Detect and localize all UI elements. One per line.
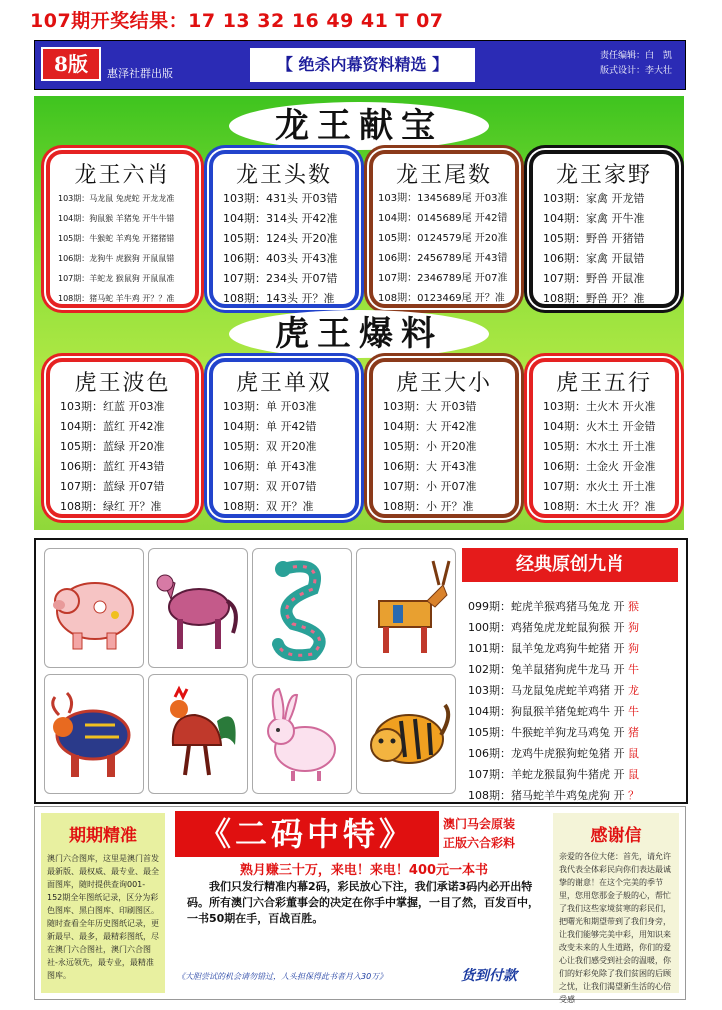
- card-row: 104期：狗鼠猴 羊猪兔 开牛牛错: [58, 214, 175, 223]
- center-body: 我们只发行精准内幕2码，彩民放心下注，我们承诺3码内必开出特码。所有澳门六合彩董事会的决定在你手中掌握，一目了然，百发百中，一书50期在手，百战百胜。: [187, 880, 539, 925]
- card-row: 107期：234头 开07错: [223, 272, 338, 285]
- card-row: 104期：火木土 开金错: [543, 420, 656, 433]
- left-text: 澳门六合图库，这里是澳门首发最新版、最权威、最专业、最全面图库，随时提供查询001-152期全年图纸记录，区分为彩色图库、黑白图库、印刷图区。随时查看全年历史图纸记录，更新最早、最多，最精彩图纸，尽在澳门六合图社，澳门六合图社-永远领先，最专业，最精准图库。: [47, 854, 159, 980]
- card-row: 104期：单 开42错: [223, 420, 317, 433]
- list-item: 101期：鼠羊兔龙鸡狗牛蛇猪 开 狗: [468, 642, 639, 655]
- goat-icon: [356, 548, 456, 668]
- list-item: 100期：鸡猪兔虎龙蛇鼠狗猴 开 狗: [468, 621, 639, 634]
- card-row: 104期：大 开42准: [383, 420, 477, 433]
- card-longwang-jiaye: [529, 150, 679, 308]
- bottom-panel: [34, 806, 686, 1004]
- card-row: 105期：野兽 开猪错: [543, 232, 645, 245]
- card-row: 103期：土火木 开火准: [543, 400, 656, 413]
- list-item: 104期：狗鼠猴羊猪兔蛇鸡牛 开 牛: [468, 705, 639, 718]
- card-row: 107期：双 开07错: [223, 480, 317, 493]
- card-title: 龙王尾数: [395, 163, 492, 188]
- left-box: [41, 813, 165, 993]
- card-row: 107期：2346789尾 开07准: [378, 273, 508, 284]
- card-row: 106期：403头 开43准: [223, 252, 338, 265]
- tiger-icon: [356, 674, 456, 794]
- card-row: 105期：牛猴蛇 羊鸡兔 开猪猪错: [58, 234, 175, 243]
- ox-icon: [44, 674, 144, 794]
- editor-label: 责任编辑：白 凯: [600, 51, 673, 61]
- header-bar: [34, 40, 686, 90]
- card-row: 105期：木水土 开土准: [543, 440, 656, 453]
- card-longwang-liuxiao: [46, 150, 199, 308]
- center-side-line1: 澳门马会原装: [443, 817, 516, 831]
- list-item: 106期：龙鸡牛虎猴狗蛇兔猪 开 鼠: [468, 747, 639, 760]
- card-row: 105期：蓝绿 开20准: [60, 440, 165, 453]
- card-row: 105期：双 开20准: [223, 440, 317, 453]
- rooster-icon: [148, 674, 248, 794]
- horse-icon: [148, 548, 248, 668]
- card-huwang-bose: [46, 358, 199, 518]
- card-row: 108期：猪马蛇 羊牛鸡 开？？准: [58, 294, 175, 303]
- center-box: [171, 809, 549, 995]
- card-row: 104期：家禽 开牛准: [543, 212, 645, 225]
- slogan: 熟月赚三十万，来电！来电！400元一本书: [239, 863, 489, 878]
- left-title: 期期精准: [69, 826, 137, 846]
- card-huwang-daxiao: [369, 358, 519, 518]
- list-item: 108期：猪马蛇羊牛鸡兔虎狗 开 ？: [468, 789, 639, 802]
- list-item: 103期：马龙鼠兔虎蛇羊鸡猪 开 龙: [468, 684, 639, 697]
- card-row: 107期：小 开07准: [383, 480, 477, 493]
- card-row: 108期：野兽 开？准: [543, 292, 645, 305]
- card-row: 105期：0124579尾 开20准: [378, 233, 508, 244]
- draw-result-line: 107期开奖结果：17 13 32 16 49 41 T 07: [30, 10, 444, 32]
- nine-zodiac-title: 经典原创九肖: [462, 548, 678, 582]
- pig-icon: [44, 548, 144, 668]
- card-longwang-weishu: [369, 150, 519, 308]
- card-title: 虎王波色: [74, 371, 171, 396]
- center-side-line2: 正版六合彩料: [443, 836, 516, 850]
- card-row: 108期：绿红 开？准: [60, 500, 162, 513]
- card-row: 106期：2456789尾 开43错: [378, 253, 508, 264]
- zodiac-panel: [34, 538, 688, 804]
- card-row: 103期：大 开03错: [383, 400, 477, 413]
- card-huwang-wuxing: [529, 358, 679, 518]
- designer-label: 版式设计：李大壮: [600, 66, 673, 76]
- card-row: 106期：家禽 开鼠错: [543, 252, 645, 265]
- card-row: 106期：单 开43准: [223, 460, 317, 473]
- nine-zodiac-list: [468, 596, 682, 806]
- card-row: 104期：蓝红 开42准: [60, 420, 165, 433]
- card-row: 103期：马龙鼠 兔虎蛇 开龙龙准: [58, 194, 175, 203]
- list-item: 099期：蛇虎羊猴鸡猪马兔龙 开 猴: [468, 600, 639, 613]
- card-row: 107期：蓝绿 开07错: [60, 480, 165, 493]
- card-row: 107期：羊蛇龙 猴鼠狗 开鼠鼠准: [58, 274, 175, 283]
- cod-label: 货到付款: [461, 968, 517, 984]
- card-row: 104期：314头 开42准: [223, 212, 338, 225]
- snake-icon: [252, 548, 352, 668]
- card-row: 107期：水火土 开土准: [543, 480, 656, 493]
- right-title: 感谢信: [590, 826, 642, 846]
- card-row: 108期：双 开？准: [223, 500, 314, 513]
- card-row: 108期：143头 开？准: [223, 292, 335, 305]
- card-title: 虎王单双: [235, 371, 332, 396]
- card-longwang-toushu: [209, 150, 359, 308]
- card-row: 103期：红蓝 开03准: [60, 400, 165, 413]
- card-row: 103期：431头 开03错: [223, 192, 338, 205]
- card-row: 105期：124头 开20准: [223, 232, 338, 245]
- card-title: 虎王大小: [395, 371, 492, 396]
- list-item: 107期：羊蛇龙猴鼠狗牛猪虎 开 鼠: [468, 768, 639, 781]
- card-row: 103期：单 开03准: [223, 400, 317, 413]
- publisher-label: 惠泽社群出版: [107, 67, 173, 80]
- page-title: 【 绝杀内幕资料精选 】: [250, 48, 475, 82]
- credits: [600, 49, 672, 79]
- card-row: 108期：小 开？准: [383, 500, 474, 513]
- card-row: 106期：土金火 开金准: [543, 460, 656, 473]
- right-box: [553, 813, 679, 1004]
- card-title: 龙王六肖: [74, 163, 171, 188]
- center-side: [443, 815, 515, 853]
- card-row: 105期：小 开20准: [383, 440, 477, 453]
- center-title: 《二码中特》: [175, 811, 439, 857]
- card-row: 103期：1345689尾 开03准: [378, 193, 508, 204]
- right-text: 亲爱的各位大佬：首先，请允许我代表全体彩民向你们表达最诚挚的谢意！在这个完美的季节里，您用您那金子般的心，帮忙了我们这些家境贫寒的彩民们，把曙光和期望带到了我们身旁，让我们能够完美中彩，用知识来改变未来的人生道路，你们的爱心让我们感受到社会的温暖，你们的好彩免除了我们贫困的后顾之忧，让我们渴望新生活的心倍受感: [559, 852, 671, 1004]
- footnote: 《大胆尝试的机会请勿错过，人头担保得此书者月入30万》: [177, 972, 388, 981]
- card-row: 106期：大 开43准: [383, 460, 477, 473]
- list-item: 102期：兔羊鼠猪狗虎牛龙马 开 牛: [468, 663, 639, 676]
- prediction-panel: [34, 96, 684, 530]
- card-row: 108期：0123469尾 开？准: [378, 293, 505, 304]
- card-title: 龙王头数: [235, 163, 332, 188]
- card-row: 103期：家禽 开龙错: [543, 192, 645, 205]
- card-row: 104期：0145689尾 开42错: [378, 213, 508, 224]
- rabbit-icon: [252, 674, 352, 794]
- card-title: 龙王家野: [555, 163, 652, 188]
- card-title: 虎王五行: [555, 371, 652, 396]
- list-item: 105期：牛猴蛇羊狗龙马鸡兔 开 猪: [468, 726, 639, 739]
- card-row: 108期：木土火 开？准: [543, 500, 656, 513]
- card-row: 106期：龙狗牛 虎猴狗 开鼠鼠错: [58, 254, 175, 263]
- section1-title: 龙王献宝: [229, 102, 489, 150]
- section2-title: 虎王爆料: [229, 310, 489, 358]
- card-row: 107期：野兽 开鼠准: [543, 272, 645, 285]
- edition-badge: 8版: [41, 47, 101, 81]
- card-row: 106期：蓝红 开43错: [60, 460, 165, 473]
- card-huwang-danshuang: [209, 358, 359, 518]
